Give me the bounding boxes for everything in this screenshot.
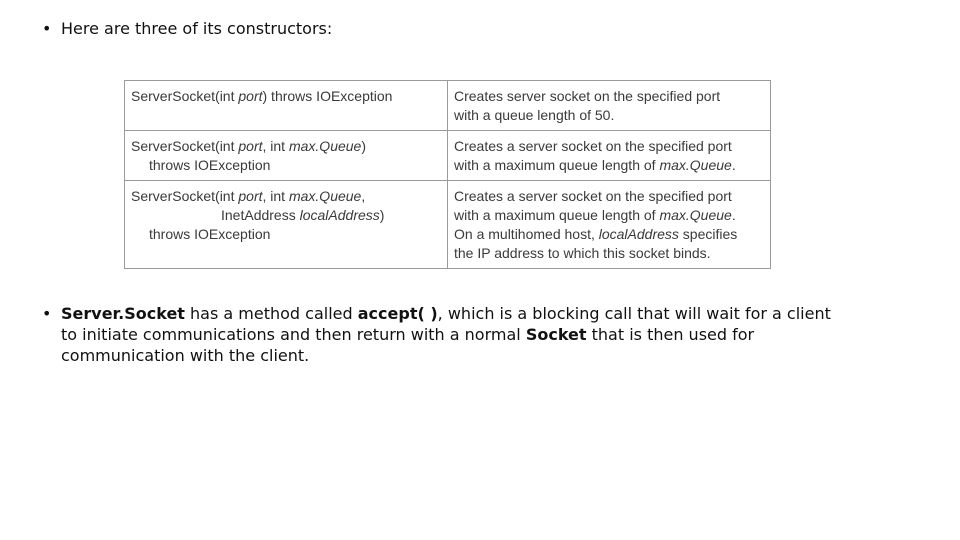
table-row xyxy=(125,181,771,269)
constructor-signature: ServerSocket(int port, int max.Queue, InetAddress localAddress) throws IOException xyxy=(125,181,448,269)
intro-text: Here are three of its constructors: xyxy=(61,19,333,38)
table-row xyxy=(125,131,771,181)
accept-bullet xyxy=(42,303,842,366)
constructor-signature: ServerSocket(int port) throws IOException xyxy=(125,81,448,131)
bullet-marker: • xyxy=(42,19,52,38)
accept-text: Server.Socket has a method called accept( ), which is a blocking call that will wait for a client to initiate communications and then return with a normal Socket that is then used for communication with the client. xyxy=(61,304,831,365)
intro-bullet xyxy=(42,18,332,39)
constructor-description: Creates a server socket on the specified port with a maximum queue length of max.Queue. xyxy=(448,131,771,181)
constructor-table xyxy=(124,80,771,269)
table-row xyxy=(125,81,771,131)
bullet-marker: • xyxy=(42,304,52,323)
constructor-description: Creates a server socket on the specified port with a maximum queue length of max.Queue. On a multihomed host, localAddress specifies the IP address to which this socket binds. xyxy=(448,181,771,269)
constructor-signature: ServerSocket(int port, int max.Queue) throws IOException xyxy=(125,131,448,181)
constructor-description: Creates server socket on the specified port with a queue length of 50. xyxy=(448,81,771,131)
